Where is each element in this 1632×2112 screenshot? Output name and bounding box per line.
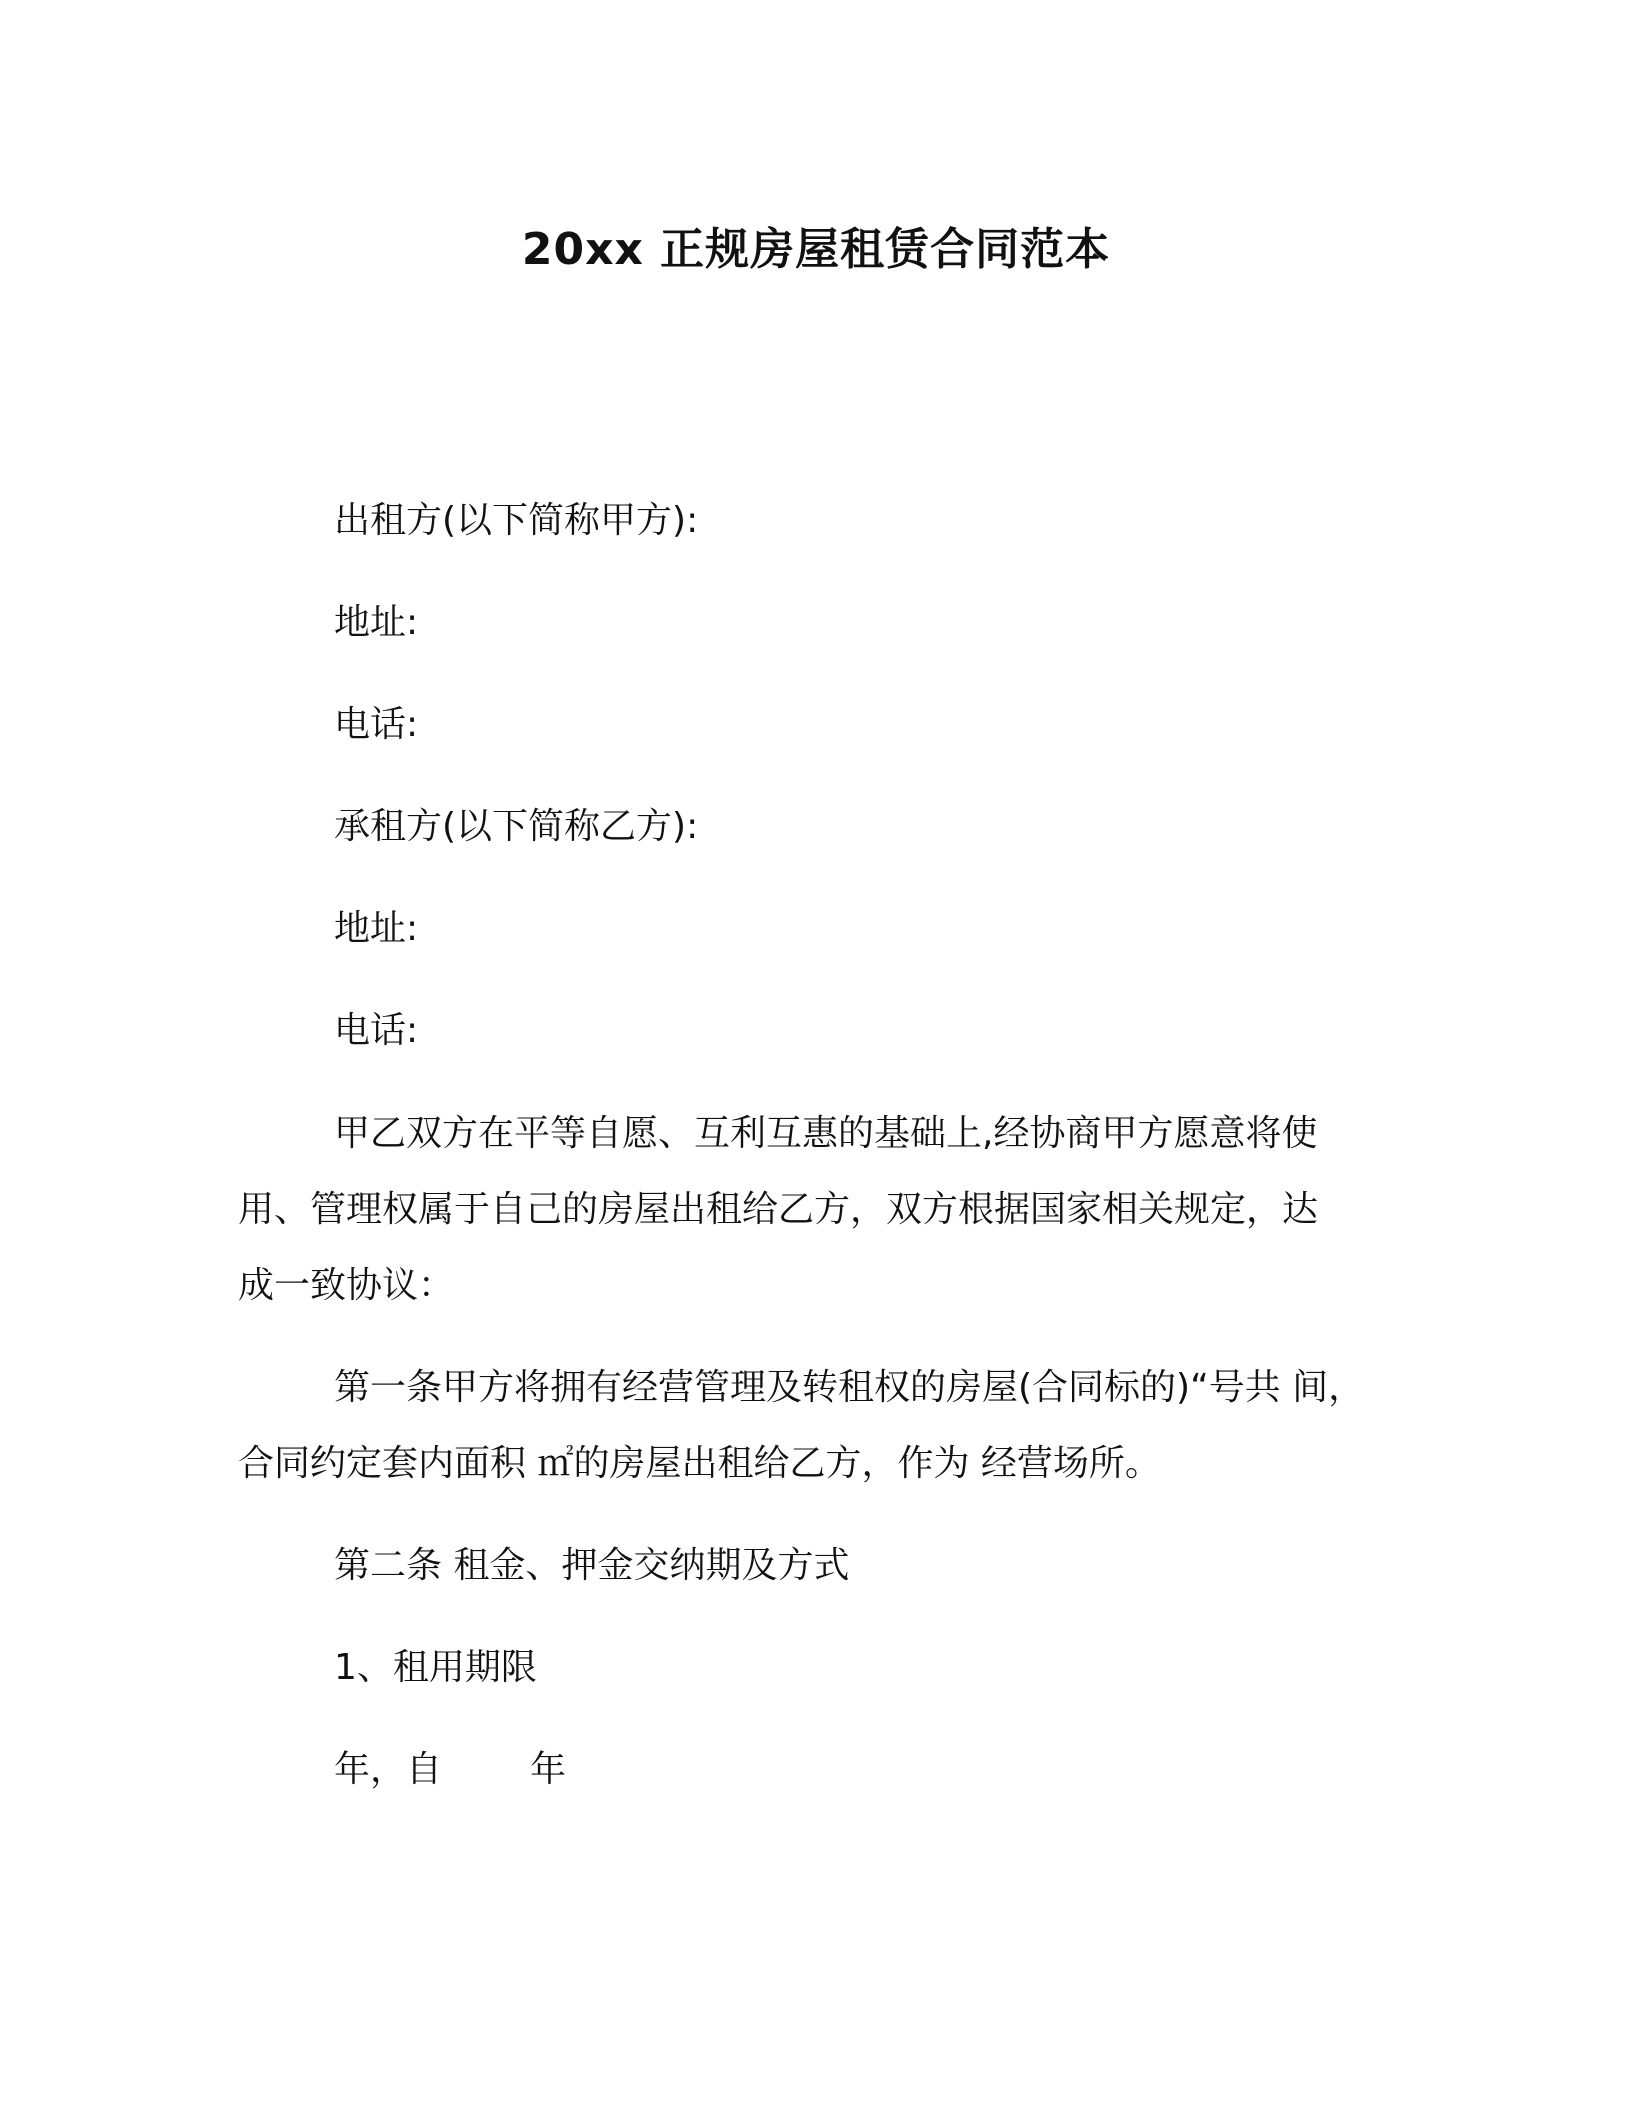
document-title: 20xx 正规房屋租赁合同范本 xyxy=(521,224,1111,275)
article1-line-2: 合同约定套内面积 ㎡的房屋出租给乙方，作为 经营场所。 xyxy=(238,1443,1161,1484)
lessee-address-label: 地址: xyxy=(334,908,419,949)
article2-item-1: 1、租用期限 xyxy=(334,1647,537,1688)
preamble-line-1: 甲乙双方在平等自愿、互利互惠的基础上,经协商甲方愿意将使 xyxy=(334,1113,1318,1154)
article1-line-1: 第一条甲方将拥有经营管理及转租权的房屋(合同标的)“号共 间， xyxy=(334,1367,1365,1408)
lease-term-year: 年 xyxy=(530,1749,567,1790)
lessor-address-label: 地址: xyxy=(334,602,419,643)
lessee-label: 承租方(以下简称乙方): xyxy=(334,806,699,847)
article2-heading: 第二条 租金、押金交纳期及方式 xyxy=(334,1545,850,1586)
preamble-line-3: 成一致协议： xyxy=(238,1265,455,1306)
lease-term-line xyxy=(334,1746,566,1794)
lessor-phone-label: 电话: xyxy=(334,704,419,745)
lessor-label: 出租方(以下简称甲方): xyxy=(334,500,699,541)
preamble-line-2: 用、管理权属于自己的房屋出租给乙方，双方根据国家相关规定，达 xyxy=(238,1189,1319,1230)
lessee-phone-label: 电话: xyxy=(334,1010,419,1051)
lease-term-from: 年，自 xyxy=(334,1749,443,1790)
